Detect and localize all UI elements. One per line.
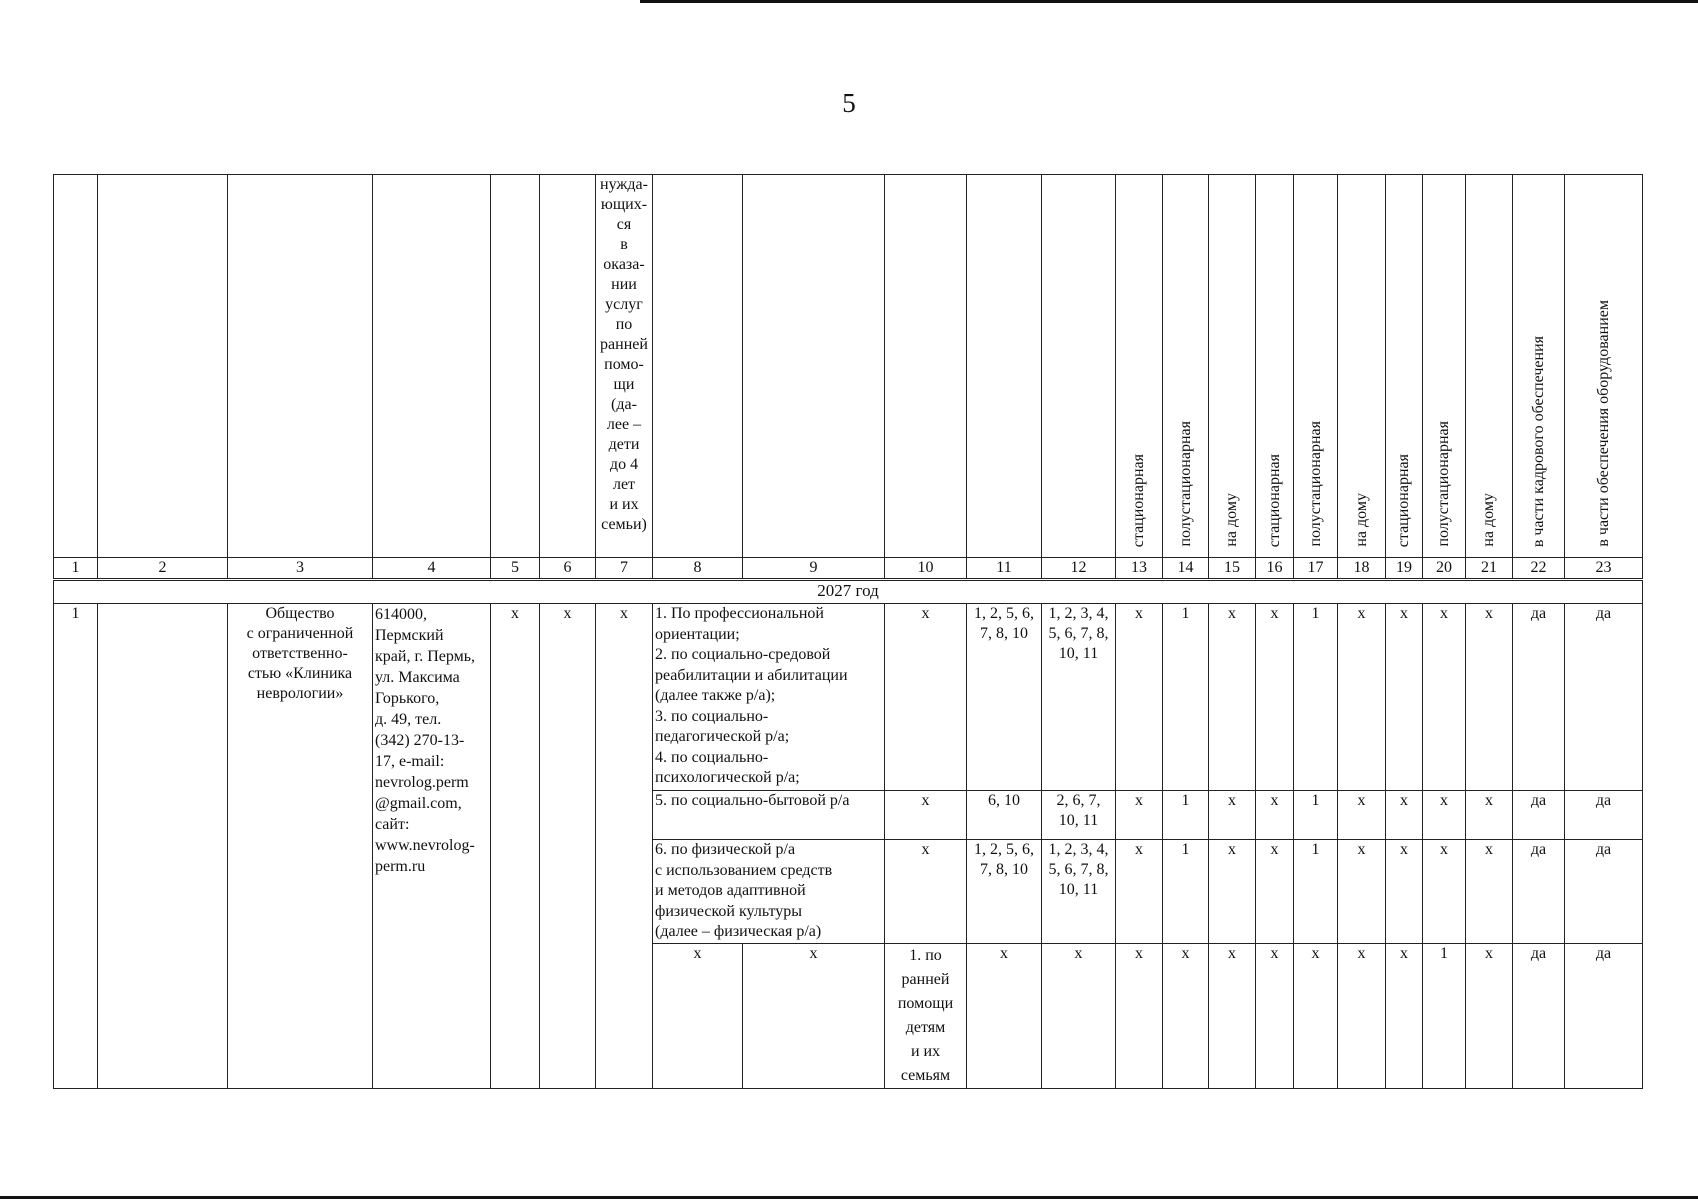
scan-edge-bottom — [0, 1196, 1698, 1199]
cell-col23: да — [1565, 604, 1643, 791]
header-col7-line: нужда- — [600, 176, 648, 193]
service-text — [655, 791, 882, 812]
year-label: 2027 год — [54, 580, 1643, 604]
cell-col20: х — [1423, 840, 1466, 944]
address-line: ул. Максима — [375, 669, 460, 686]
cell-col21: х — [1466, 791, 1513, 840]
address-line: perm.ru — [375, 858, 426, 875]
organization-name-line: неврологии» — [256, 685, 344, 702]
cell-col21: х — [1466, 943, 1513, 1088]
organization-address-text — [375, 604, 488, 877]
header-cell-7 — [596, 175, 653, 558]
cell-col11: х — [967, 943, 1042, 1088]
cell-col18: х — [1338, 791, 1386, 840]
service-line: 2. по социально-средовой — [655, 646, 831, 663]
organization-name-line: с ограниченной — [246, 625, 354, 642]
address-line: 17, e-mail: — [375, 753, 445, 770]
header-col7-line: ранней — [600, 336, 648, 353]
cell-col10-line: помощи — [897, 994, 954, 1012]
header-cell-12 — [1042, 175, 1116, 558]
header-cell-13 — [1116, 175, 1163, 558]
cell-col11 — [967, 604, 1042, 791]
cell-col12-text — [1044, 791, 1113, 831]
table-row — [54, 604, 1643, 791]
header-cell-3 — [228, 175, 373, 558]
address-line: nevrolog.perm — [375, 774, 469, 791]
cell-col10: х — [885, 791, 967, 840]
service-line: реабилитации и абилитации — [655, 666, 848, 684]
header-cell-5 — [491, 175, 540, 558]
cell-col11-line: 1, 2, 5, 6, — [974, 605, 1034, 622]
header-cell-2 — [98, 175, 228, 558]
header-cell-18 — [1338, 175, 1386, 558]
cell-col12-line: 5, 6, 7, 8, — [1048, 861, 1109, 878]
service-text — [655, 840, 882, 943]
address-line: сайт: — [375, 816, 410, 833]
organization-name — [228, 604, 373, 1089]
cell-col12 — [1042, 604, 1116, 791]
header-row — [54, 175, 1643, 558]
cell-col16: х — [1256, 840, 1294, 944]
header-label-equipment: в части обеспечения оборудованием — [1594, 300, 1612, 547]
cell-col20: х — [1423, 604, 1466, 791]
service-line: с использованием средств — [655, 861, 833, 879]
address-line: @gmail.com, — [375, 795, 462, 812]
entry-col2 — [98, 604, 228, 1089]
service-line: и методов адаптивной — [655, 882, 806, 899]
cell-col21: х — [1466, 840, 1513, 944]
cell-col12-line: 10, 11 — [1058, 645, 1099, 662]
cell-col11 — [967, 840, 1042, 944]
header-cell-10 — [885, 175, 967, 558]
header-col7-line: дети — [608, 436, 640, 453]
organization-name-line: стью «Клиника — [247, 665, 353, 682]
year-row — [54, 580, 1643, 604]
header-col7-line: помо- — [604, 356, 644, 373]
column-number: 11 — [967, 558, 1042, 580]
cell-col14: 1 — [1163, 840, 1209, 944]
cell-col14: х — [1163, 943, 1209, 1088]
header-col7-line: оказа- — [603, 256, 645, 273]
cell-col14: 1 — [1163, 791, 1209, 840]
column-number: 17 — [1294, 558, 1338, 580]
cell-col9: х — [743, 943, 885, 1088]
header-label-inpatient: стационарная — [1130, 453, 1147, 547]
column-number: 12 — [1042, 558, 1116, 580]
cell-col21: х — [1466, 604, 1513, 791]
cell-col13: х — [1116, 840, 1163, 944]
header-cell-6 — [540, 175, 596, 558]
cell-col15: х — [1209, 943, 1256, 1088]
cell-col15: х — [1209, 604, 1256, 791]
cell-col19: х — [1386, 791, 1423, 840]
cell-col10 — [885, 943, 967, 1088]
service-line: физической культуры — [655, 902, 803, 920]
header-cell-1 — [54, 175, 98, 558]
service-line: 6. по физической р/а — [655, 841, 796, 858]
cell-col10-line: семьям — [900, 1066, 951, 1084]
column-number: 19 — [1386, 558, 1423, 580]
organization-name-line: ответственно- — [252, 645, 348, 662]
column-number: 10 — [885, 558, 967, 580]
header-cell-4 — [373, 175, 491, 558]
cell-col23: да — [1565, 943, 1643, 1088]
cell-col12-line: 2, 6, 7, — [1056, 792, 1101, 809]
cell-col16: х — [1256, 604, 1294, 791]
header-cell-22 — [1513, 175, 1565, 558]
cell-col10-line: 1. по — [909, 946, 942, 964]
header-col7-line: до 4 — [609, 456, 639, 473]
page-number: 5 — [842, 88, 856, 118]
cell-col19: х — [1386, 840, 1423, 944]
cell-col11-text — [969, 840, 1039, 880]
header-col7-line: лее – — [606, 416, 642, 433]
column-number: 15 — [1209, 558, 1256, 580]
service-line: 3. по социально- — [655, 707, 769, 725]
service-line: педагогической р/а; — [655, 728, 790, 745]
service-line: (далее – физическая р/а) — [655, 923, 822, 940]
service-line: психологической р/а; — [655, 769, 800, 786]
services-table — [53, 174, 1643, 1089]
address-line: д. 49, тел. — [375, 711, 442, 728]
cell-col12-line: 5, 6, 7, 8, — [1048, 625, 1109, 642]
service-text — [655, 604, 882, 789]
cell-col17: 1 — [1294, 791, 1338, 840]
cell-col10-line: ранней — [901, 970, 950, 988]
address-line: (342) 270-13- — [375, 732, 465, 749]
cell-col13: х — [1116, 943, 1163, 1088]
cell-col17: х — [1294, 943, 1338, 1088]
entry-number: 1 — [54, 604, 98, 1089]
header-cell-16 — [1256, 175, 1294, 558]
cell-col8: х — [653, 943, 743, 1088]
service-line: 5. по социально-бытовой р/а — [655, 792, 850, 809]
service-description — [653, 791, 885, 840]
header-col7-line: и их — [609, 496, 639, 513]
column-number: 7 — [596, 558, 653, 580]
cell-col11-text — [969, 791, 1039, 811]
cell-col10-text — [887, 944, 964, 1088]
service-description — [653, 840, 885, 944]
organization-name-line: Общество — [265, 605, 335, 622]
cell-col12-line: 10, 11 — [1058, 881, 1099, 898]
column-number: 4 — [373, 558, 491, 580]
column-number: 20 — [1423, 558, 1466, 580]
cell-col19: х — [1386, 604, 1423, 791]
header-col7-text — [598, 175, 650, 535]
cell-col16: х — [1256, 791, 1294, 840]
cell-col17: 1 — [1294, 840, 1338, 944]
header-label-semi-inpatient: полустационарная — [1435, 421, 1452, 547]
header-cell-8 — [653, 175, 743, 558]
header-cell-23 — [1565, 175, 1643, 558]
header-label-semi-inpatient: полустационарная — [1176, 421, 1194, 547]
header-cell-15 — [1209, 175, 1256, 558]
cell-col17: 1 — [1294, 604, 1338, 791]
column-number: 23 — [1565, 558, 1643, 580]
cell-col14: 1 — [1163, 604, 1209, 791]
entry-col6: х — [540, 604, 596, 1089]
header-col7-line: лет — [612, 476, 636, 493]
column-number: 6 — [540, 558, 596, 580]
cell-col18: х — [1338, 604, 1386, 791]
cell-col10: х — [885, 604, 967, 791]
cell-col12 — [1042, 791, 1116, 840]
header-label-inpatient: стационарная — [1265, 453, 1283, 547]
column-number: 18 — [1338, 558, 1386, 580]
cell-col11-line: 6, 10 — [988, 792, 1020, 809]
column-number: 16 — [1256, 558, 1294, 580]
header-col7-line: ющих- — [600, 196, 648, 213]
cell-col12 — [1042, 840, 1116, 944]
cell-col15: х — [1209, 840, 1256, 944]
entry-col5: х — [491, 604, 540, 1089]
cell-col18: х — [1338, 840, 1386, 944]
header-col7-line: щи — [613, 376, 635, 393]
column-number: 8 — [653, 558, 743, 580]
cell-col16: х — [1256, 943, 1294, 1088]
cell-col19: х — [1386, 943, 1423, 1088]
cell-col11-line: 1, 2, 5, 6, — [974, 841, 1034, 858]
address-line: Горького, — [375, 690, 440, 707]
column-number: 3 — [228, 558, 373, 580]
column-number: 1 — [54, 558, 98, 580]
service-line: ориентации; — [655, 625, 740, 643]
cell-col18: х — [1338, 943, 1386, 1088]
header-label-semi-inpatient: полустационарная — [1306, 421, 1324, 547]
header-col7-line: по — [615, 316, 633, 333]
cell-col11-line: 7, 8, 10 — [980, 625, 1028, 642]
header-label-staffing: в части кадрового обеспечения — [1529, 335, 1547, 547]
column-number: 21 — [1466, 558, 1513, 580]
column-number: 14 — [1163, 558, 1209, 580]
header-col7-line: (да- — [611, 396, 637, 413]
header-cell-14 — [1163, 175, 1209, 558]
cell-col10: х — [885, 840, 967, 944]
address-line: 614000, — [375, 606, 427, 623]
cell-col13: х — [1116, 791, 1163, 840]
cell-col13: х — [1116, 604, 1163, 791]
service-description — [653, 604, 885, 791]
cell-col10-line: детям — [905, 1018, 946, 1036]
organization-name-text — [230, 604, 370, 704]
header-label-at-home: на дому — [1352, 493, 1370, 547]
column-number-row — [54, 558, 1643, 580]
column-number: 9 — [743, 558, 885, 580]
cell-col22: да — [1513, 840, 1565, 944]
address-line: www.nevrolog- — [375, 837, 475, 854]
cell-col10-line: и их — [910, 1042, 941, 1060]
header-col7-line: в — [620, 236, 628, 253]
cell-col12-text — [1044, 604, 1113, 664]
organization-address — [373, 604, 491, 1089]
header-col7-line: нии — [611, 276, 637, 293]
cell-col12-line: 10, 11 — [1058, 812, 1099, 829]
column-number: 2 — [98, 558, 228, 580]
scan-edge-top — [640, 0, 1698, 3]
column-number: 13 — [1116, 558, 1163, 580]
header-col7-line: ся — [616, 216, 632, 233]
column-number: 5 — [491, 558, 540, 580]
header-cell-19 — [1386, 175, 1423, 558]
cell-col11 — [967, 791, 1042, 840]
entry-col7: х — [596, 604, 653, 1089]
cell-col20: х — [1423, 791, 1466, 840]
service-line: 4. по социально- — [655, 748, 769, 766]
header-col7-line: семьи) — [601, 516, 647, 533]
cell-col12-line: 1, 2, 3, 4, — [1048, 841, 1109, 858]
header-cell-21 — [1466, 175, 1513, 558]
header-label-at-home: на дому — [1480, 493, 1497, 547]
header-label-at-home: на дому — [1223, 493, 1240, 547]
cell-col22: да — [1513, 604, 1565, 791]
cell-col15: х — [1209, 791, 1256, 840]
cell-col12-text — [1044, 840, 1113, 900]
header-cell-11 — [967, 175, 1042, 558]
header-cell-20 — [1423, 175, 1466, 558]
cell-col22: да — [1513, 791, 1565, 840]
cell-col11-line: 7, 8, 10 — [980, 861, 1028, 878]
cell-col23: да — [1565, 840, 1643, 944]
column-number: 22 — [1513, 558, 1565, 580]
header-cell-9 — [743, 175, 885, 558]
cell-col20: 1 — [1423, 943, 1466, 1088]
cell-col22: да — [1513, 943, 1565, 1088]
header-col7-line: услуг — [605, 296, 643, 313]
cell-col12: х — [1042, 943, 1116, 1088]
address-line: край, г. Пермь, — [375, 648, 476, 665]
address-line: Пермский — [375, 627, 444, 644]
cell-col12-line: 1, 2, 3, 4, — [1048, 605, 1109, 622]
header-label-inpatient: стационарная — [1395, 453, 1412, 547]
service-line: (далее также р/а); — [655, 687, 776, 704]
header-cell-17 — [1294, 175, 1338, 558]
service-line: 1. По профессиональной — [655, 605, 824, 622]
cell-col23: да — [1565, 791, 1643, 840]
cell-col11-text — [969, 604, 1039, 644]
